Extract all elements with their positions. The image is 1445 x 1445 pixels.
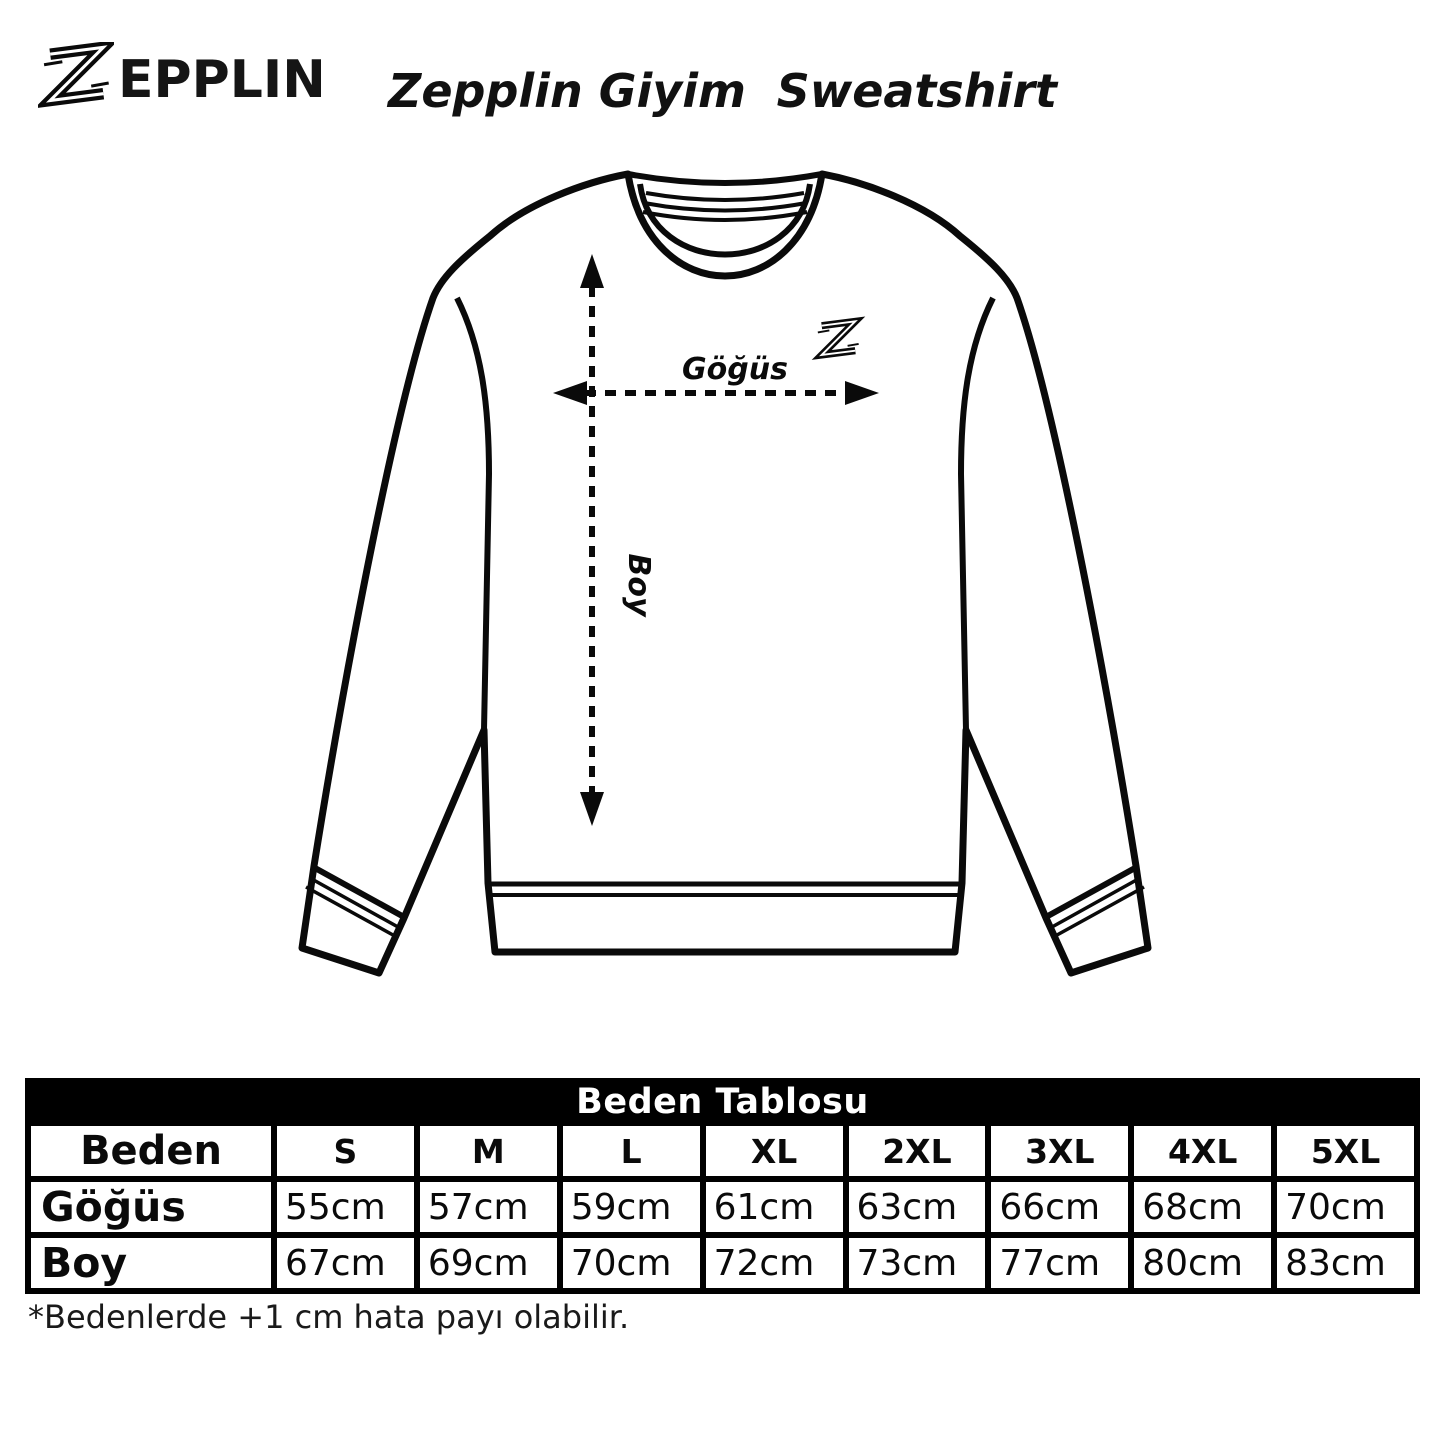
sweatshirt-sketch	[285, 160, 1165, 1040]
size-column-header: 4XL	[1134, 1126, 1271, 1176]
sweatshirt-diagram	[285, 160, 1165, 1040]
size-column-header: 3XL	[991, 1126, 1128, 1176]
size-column-header: M	[420, 1126, 557, 1176]
measurement-value-cell: 67cm	[277, 1238, 414, 1288]
size-table	[25, 1078, 1420, 1294]
page-title-bold: Sweatshirt	[776, 64, 1057, 118]
measurement-value-cell: 63cm	[849, 1182, 986, 1232]
length-measure-label: Boy	[621, 553, 656, 617]
measurement-value-cell: 55cm	[277, 1182, 414, 1232]
size-table-corner-cell: Beden	[31, 1126, 271, 1176]
measurement-value-cell: 59cm	[563, 1182, 700, 1232]
measurement-value-cell: 69cm	[420, 1238, 557, 1288]
size-table-title: Beden Tablosu	[576, 1082, 869, 1122]
measurement-value-cell: 57cm	[420, 1182, 557, 1232]
page-title-regular: Zepplin Giyim	[388, 64, 746, 118]
measurement-value-cell: 77cm	[991, 1238, 1128, 1288]
size-tolerance-footnote: *Bedenlerde +1 cm hata payı olabilir.	[28, 1298, 630, 1336]
size-column-header: L	[563, 1126, 700, 1176]
size-table-grid	[31, 1126, 1414, 1288]
size-column-header: XL	[706, 1126, 843, 1176]
measurement-value-cell: 61cm	[706, 1182, 843, 1232]
page-title	[0, 64, 1445, 119]
measurement-row-label: Göğüs	[31, 1182, 271, 1232]
sweatshirt-outline	[302, 174, 1148, 973]
size-column-header: 5XL	[1277, 1126, 1414, 1176]
measurement-value-cell: 73cm	[849, 1238, 986, 1288]
size-column-header: 2XL	[849, 1126, 986, 1176]
measurement-value-cell: 80cm	[1134, 1238, 1271, 1288]
measurement-value-cell: 83cm	[1277, 1238, 1414, 1288]
measurement-row-label: Boy	[31, 1238, 271, 1288]
chest-measure-label: Göğüs	[682, 352, 788, 387]
measurement-value-cell: 68cm	[1134, 1182, 1271, 1232]
measurement-value-cell: 66cm	[991, 1182, 1128, 1232]
brand-logo-text: EPPLIN	[118, 50, 326, 110]
measurement-value-cell: 70cm	[1277, 1182, 1414, 1232]
size-column-header: S	[277, 1126, 414, 1176]
measurement-value-cell: 72cm	[706, 1238, 843, 1288]
measurement-value-cell: 70cm	[563, 1238, 700, 1288]
